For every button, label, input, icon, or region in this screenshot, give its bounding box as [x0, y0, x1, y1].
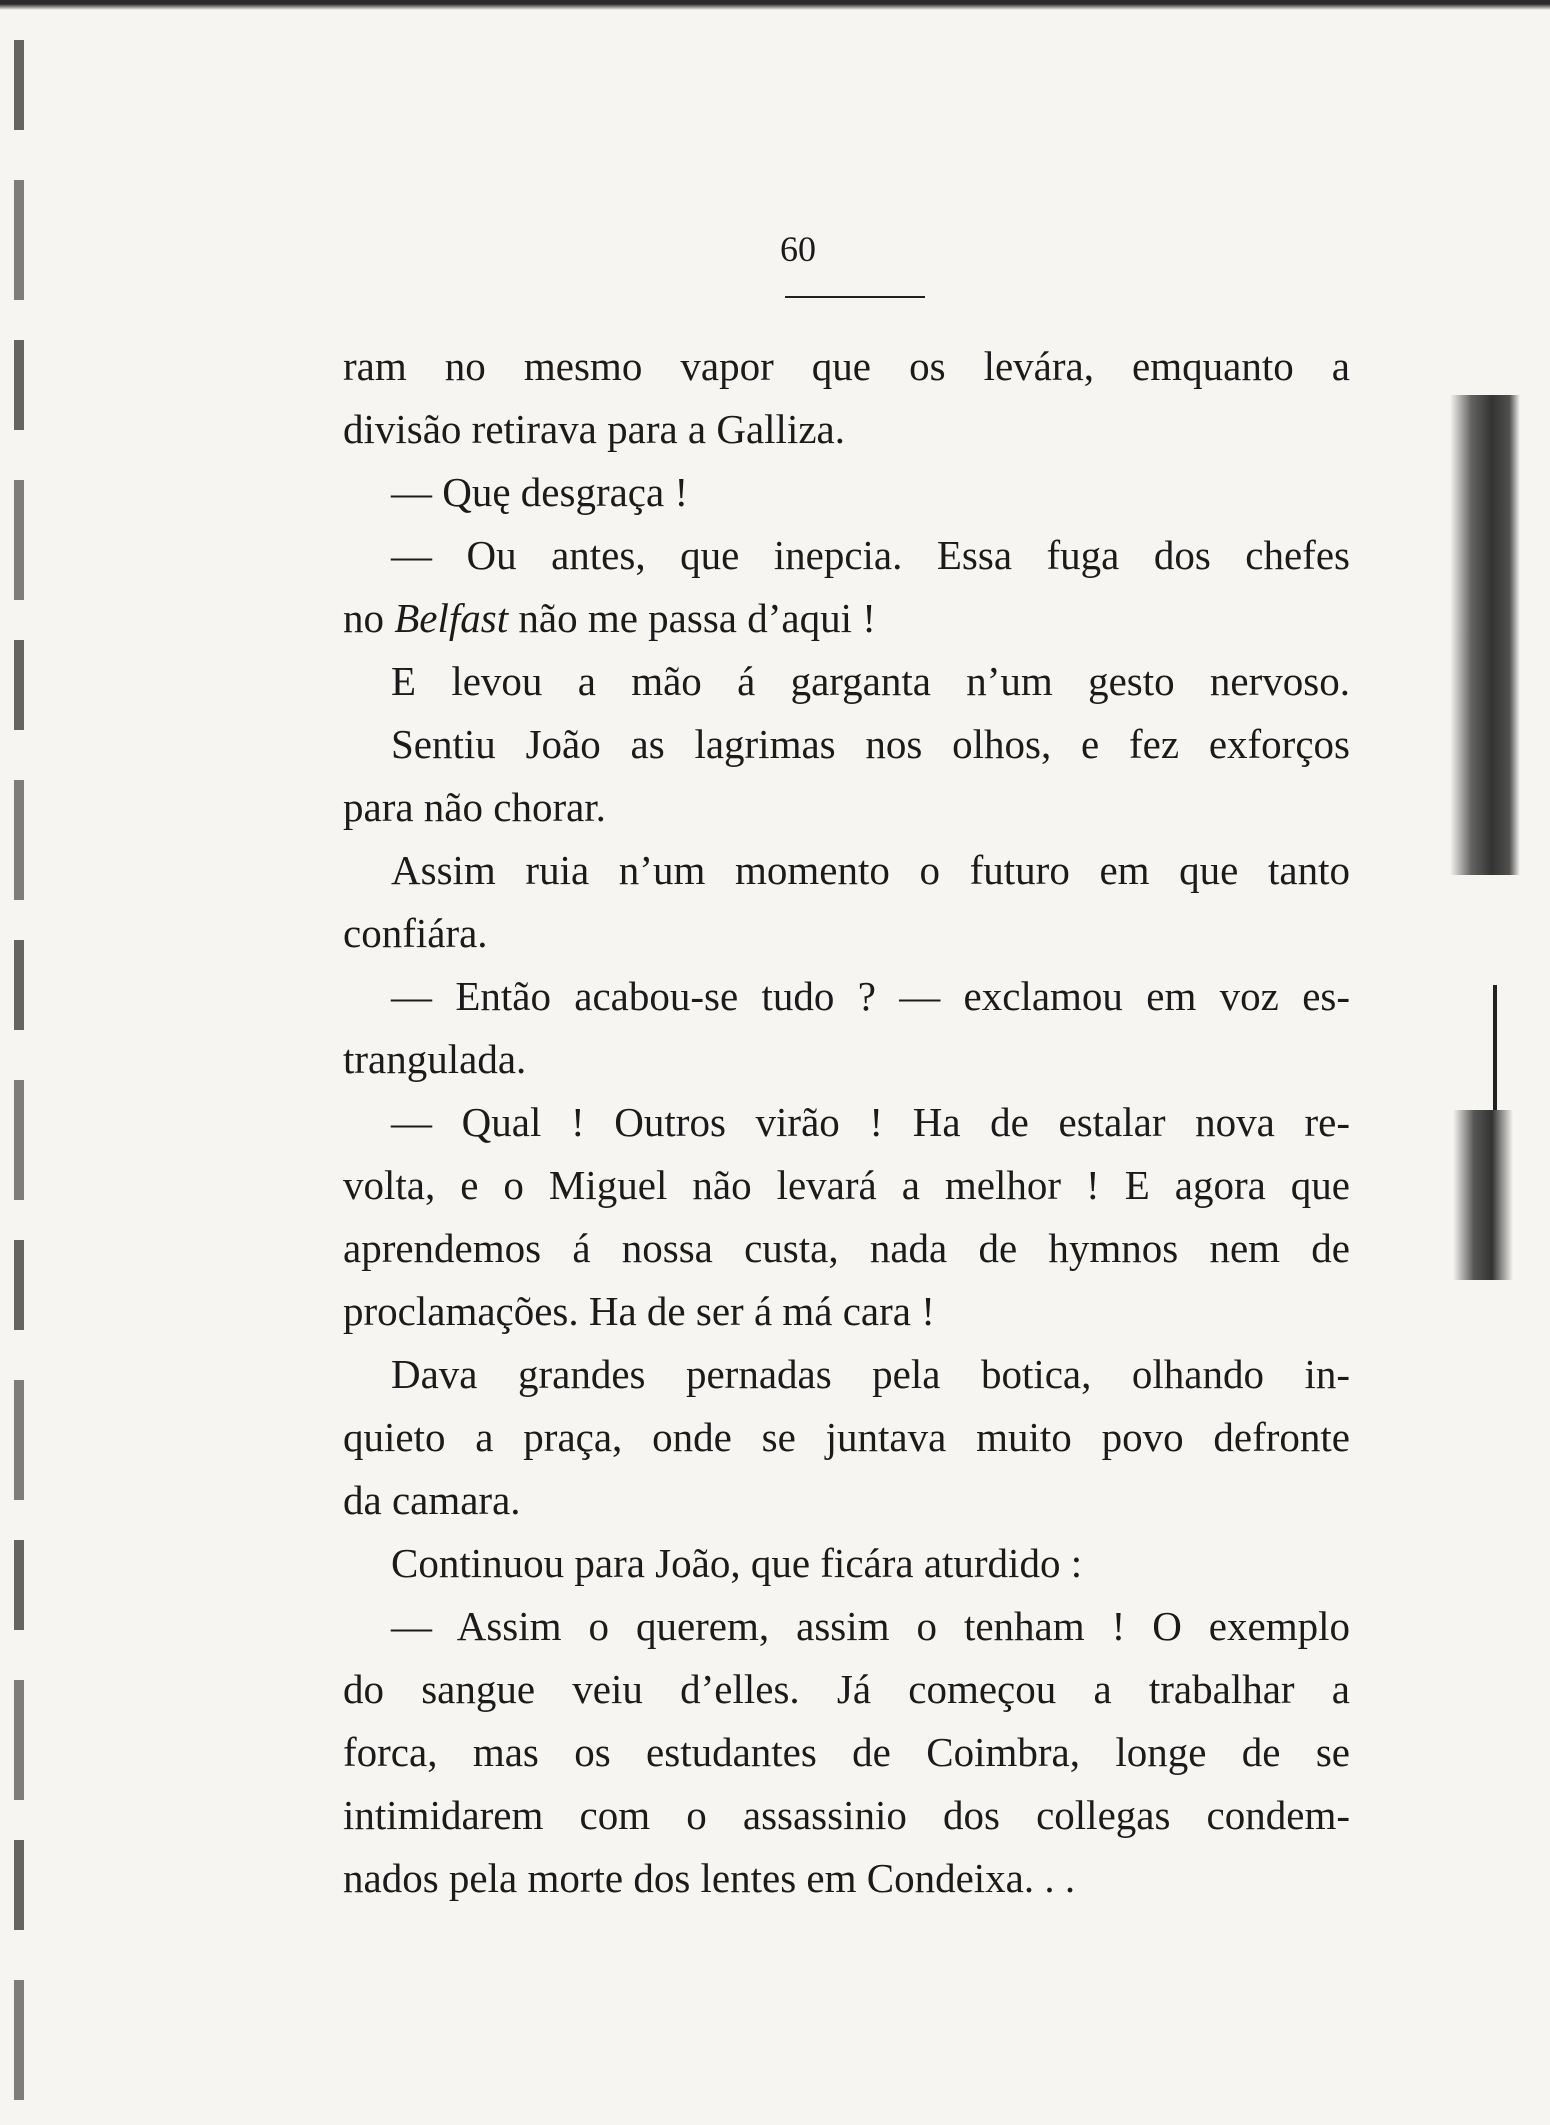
- text-line: aprendemos á nossa custa, nada de hymnos nem de: [343, 1225, 1350, 1271]
- text-line: Sentiu João as lagrimas nos olhos, e fez exforços: [391, 721, 1350, 767]
- text-line: — Então acabou-se tudo ? — exclamou em voz es-: [391, 973, 1350, 1019]
- text-line: trangulada.: [343, 1036, 527, 1082]
- text-line: nados pela morte dos lentes em Condeixa. . .: [343, 1855, 1076, 1901]
- text-line: Continuou para João, que ficára aturdido :: [391, 1540, 1083, 1586]
- scan-edge-left: [14, 40, 24, 2100]
- text-line: Dava grandes pernadas pela botica, olhando in-: [391, 1351, 1350, 1397]
- text-line: ram no mesmo vapor que os levára, emquanto a: [343, 343, 1350, 389]
- scan-edge-right: [1450, 395, 1520, 875]
- text-segment: no: [343, 595, 395, 641]
- text-line: proclamações. Ha de ser á má cara !: [343, 1288, 935, 1334]
- text-line: intimidarem com o assassinio dos collegas condem-: [343, 1792, 1350, 1838]
- scan-edge-right: [1453, 1110, 1513, 1280]
- ship-name: Belfast: [394, 595, 509, 641]
- text-line: volta, e o Miguel não levará a melhor ! E agora que: [343, 1162, 1350, 1208]
- text-line: — Quę desgraça !: [391, 469, 689, 515]
- text-line: — Assim o querem, assim o tenham ! O exemplo: [391, 1603, 1350, 1649]
- text-line: Assim ruia n’um momento o futuro em que tanto: [391, 847, 1350, 893]
- header-rule: [785, 296, 925, 298]
- scan-edge-right: [1493, 985, 1497, 1110]
- text-line: divisão retirava para a Galliza.: [343, 406, 845, 452]
- text-line: quieto a praça, onde se juntava muito povo defronte: [343, 1414, 1350, 1460]
- text-line: confiára.: [343, 910, 488, 956]
- text-line: do sangue veiu d’elles. Já começou a trabalhar a: [343, 1666, 1350, 1712]
- text-line: — Ou antes, que inepcia. Essa fuga dos chefes: [391, 532, 1350, 578]
- text-segment: não me passa d’aqui !: [508, 595, 876, 641]
- body-text: [343, 335, 1350, 1910]
- text-line: forca, mas os estudantes de Coimbra, longe de se: [343, 1729, 1350, 1775]
- text-line: [343, 587, 1350, 650]
- text-line: E levou a mão á garganta n’um gesto nervoso.: [391, 658, 1350, 704]
- text-line: para não chorar.: [343, 784, 606, 830]
- text-line: — Qual ! Outros virão ! Ha de estalar nova re-: [391, 1099, 1350, 1145]
- page-number: 60: [780, 229, 816, 269]
- scan-edge-top: [0, 0, 1550, 10]
- text-line: da camara.: [343, 1477, 521, 1523]
